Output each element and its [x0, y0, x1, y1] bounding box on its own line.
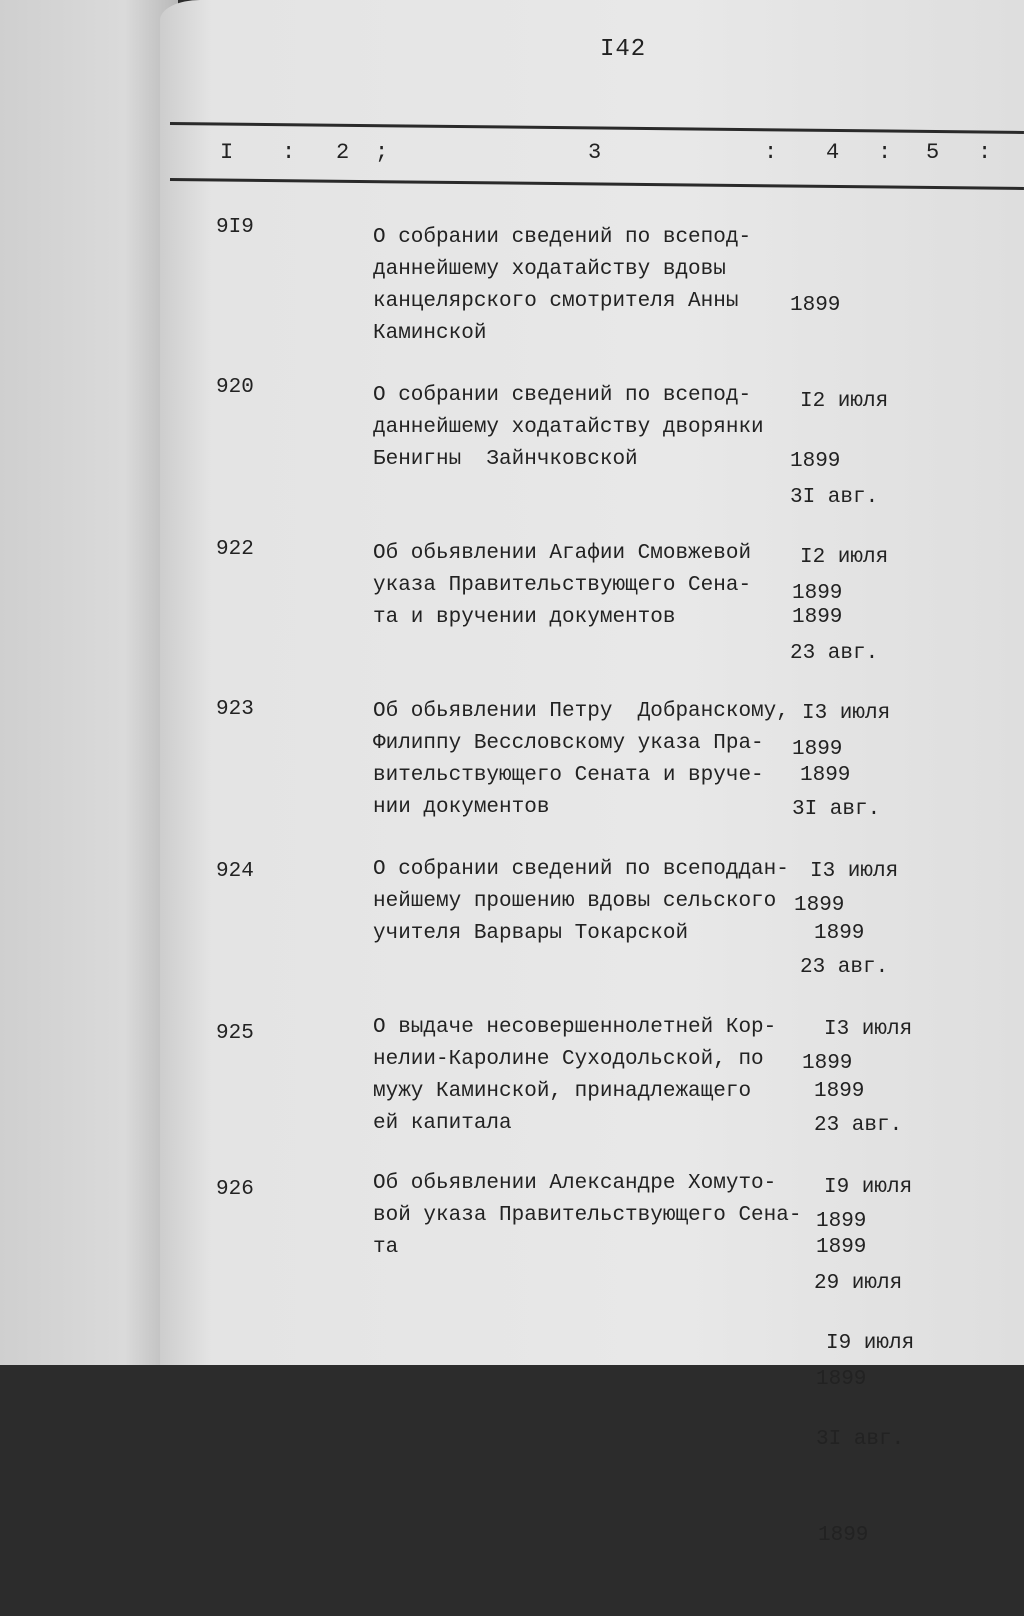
entry-text: О собрании сведений по всеподдан- нейшему прошению вдовы сельского учителя Варвары Токарской: [373, 858, 789, 945]
entry-date-start: I2 июля: [800, 546, 889, 569]
entry-date-start: I3 июля: [824, 1018, 913, 1041]
entry-text: О выдаче несовершеннолетней Кор- нелии-Каролине Суходольской, по мужу Каминской, принадлежащего ей капитала: [373, 1016, 777, 1135]
entry-date-year: 1899: [800, 764, 851, 787]
entry-date-year2: 1899: [816, 1368, 867, 1391]
entry-date-year: 1899: [814, 922, 865, 945]
entry-date-year: 1899: [790, 450, 841, 473]
entry-date-end: 29 июля: [814, 1272, 903, 1295]
document-page: [160, 0, 1024, 1547]
header-rule-bottom: [170, 178, 1024, 190]
entry-date-end: 23 авг.: [814, 1114, 903, 1137]
entry-text: Об обьявлении Агафии Смовжевой указа Правительствующего Сена- та и вручении документов: [373, 542, 752, 629]
entry-date-end: 23 авг.: [800, 956, 889, 979]
entry-date-year: 1899: [792, 606, 843, 629]
page-number: I42: [600, 36, 647, 63]
header-sep: :: [282, 140, 296, 165]
header-rule-top: [170, 122, 1024, 134]
entry-date-start: I3 июля: [810, 860, 899, 883]
left-page-edge: [0, 0, 178, 1365]
header-col-4: 4: [826, 140, 840, 165]
entry-date-start: I9 июля: [826, 1332, 915, 1355]
entry-date-start: I9 июля: [824, 1176, 913, 1199]
entry-number: 922: [216, 538, 254, 561]
entry-date-start: I3 июля: [802, 702, 891, 725]
entry-date-year2: 1899: [794, 894, 845, 917]
header-col-2: 2: [336, 140, 350, 165]
header-col-1: I: [220, 140, 234, 165]
header-col-3: 3: [588, 140, 602, 165]
entry-date-year2: 1899: [792, 738, 843, 761]
entry-number: 926: [216, 1178, 254, 1201]
entry-number: 924: [216, 860, 254, 883]
entry-date-end: 23 авг.: [790, 642, 879, 665]
entry-date-year: 1899: [790, 294, 841, 317]
entry-date-end: 3I авг.: [792, 798, 881, 821]
header-col-5: 5: [926, 140, 940, 165]
entry-number: 925: [216, 1022, 254, 1045]
entry-date-year: 1899: [816, 1236, 867, 1259]
entry-number: 923: [216, 698, 254, 721]
entry-text: Об обьявлении Александре Хомуто- вой указа Правительствующего Сена- та: [373, 1172, 802, 1259]
entry-date-end: 3I авг.: [816, 1428, 905, 1451]
entry-text: О собрании сведений по всепод- даннейшему ходатайству дворянки Бенигны Зайнчковской: [373, 384, 764, 471]
entry-text: О собрании сведений по всепод- даннейшему ходатайству вдовы канцелярского смотрителя Анны Каминской: [373, 226, 752, 345]
entry-date-start: I2 июля: [800, 390, 889, 413]
entry-number: 9I9: [216, 216, 254, 239]
header-sep: :: [978, 140, 992, 165]
header-sep: :: [764, 140, 778, 165]
entry-date-year: 1899: [814, 1080, 865, 1103]
entry-dates: [816, 1168, 914, 1616]
entry-date-year2: 1899: [818, 1524, 869, 1547]
entry-date-year2: 1899: [816, 1210, 867, 1233]
entry-number: 920: [216, 376, 254, 399]
entry-date-end: 3I авг.: [790, 486, 879, 509]
entry-date-year2: 1899: [792, 582, 843, 605]
entry-date-year2: 1899: [802, 1052, 853, 1075]
header-sep: :: [878, 140, 892, 165]
entry-text: Об обьявлении Петру Добранскому, Филиппу Вессловскому указа Пра- вительствующего Сената и вруче- нии документов: [373, 700, 789, 819]
header-sep: ;: [375, 140, 389, 165]
